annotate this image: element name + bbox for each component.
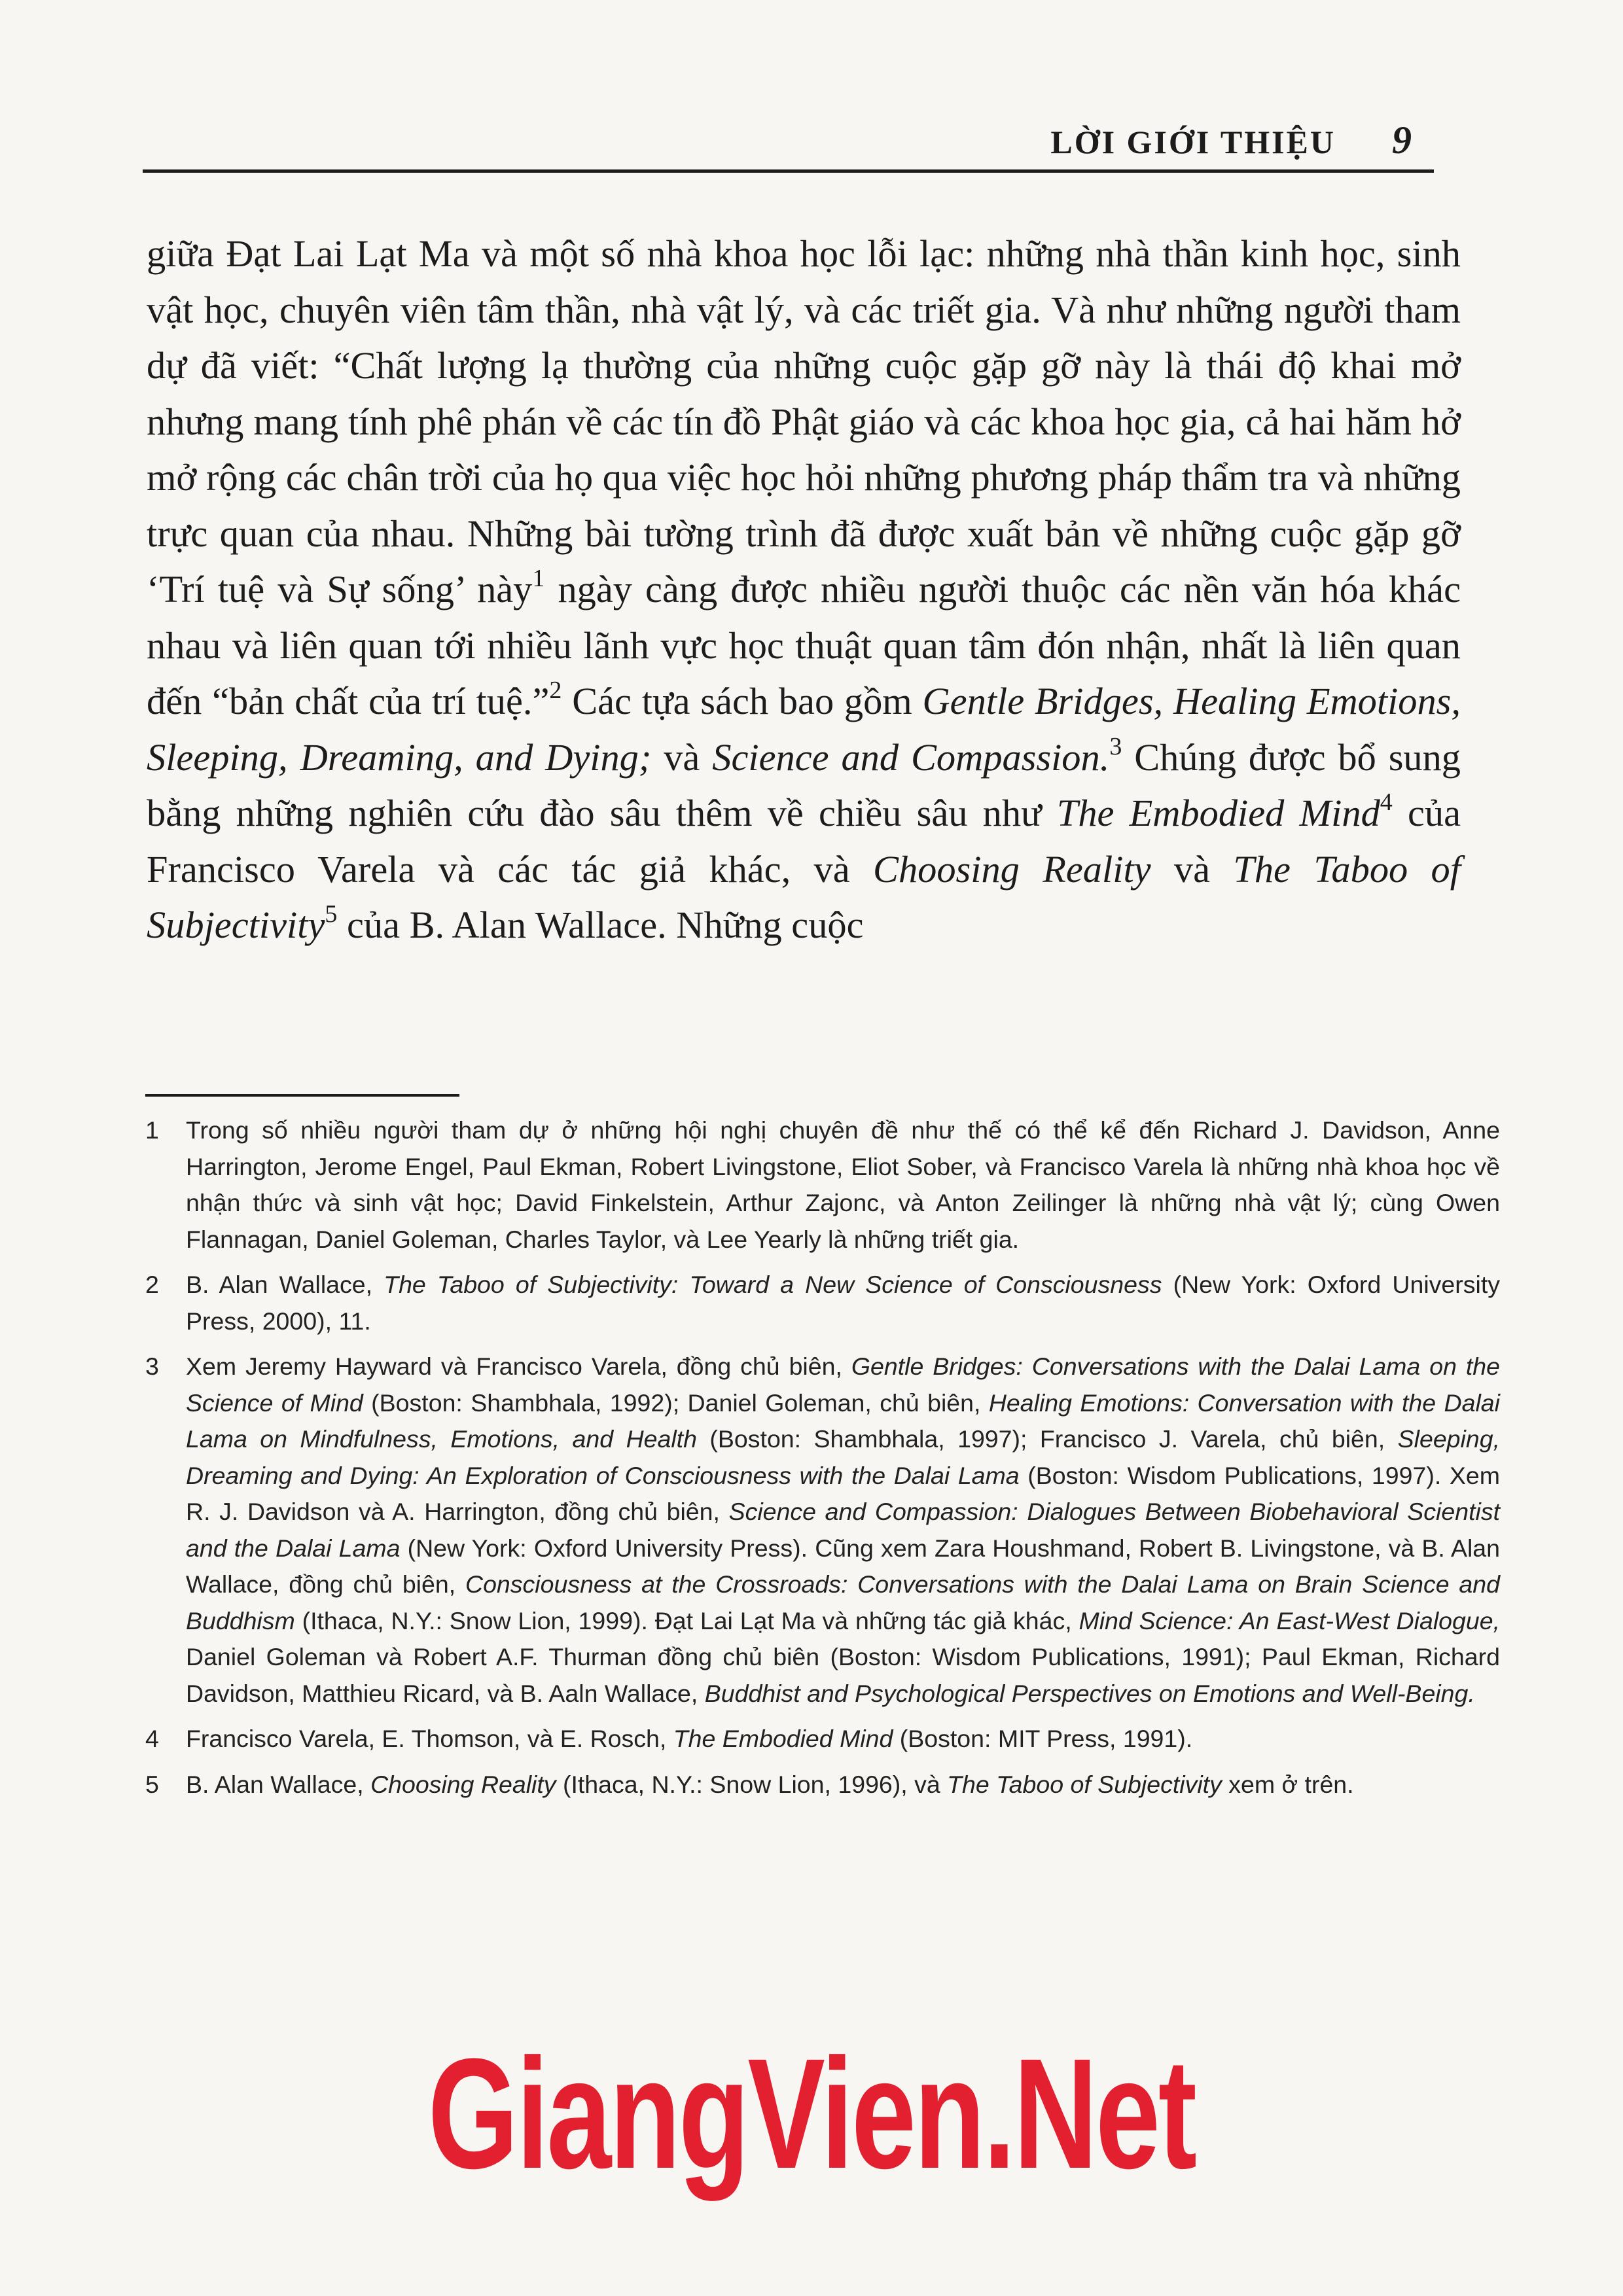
body-italic-title: Choosing Reality — [873, 847, 1151, 891]
footnote-italic-title: The Embodied Mind — [673, 1725, 893, 1752]
page-number: 9 — [1392, 118, 1412, 162]
body-footnote-ref: 2 — [549, 677, 562, 704]
footnote-text: (Boston: MIT Press, 1991). — [893, 1725, 1193, 1752]
body-italic-title: Science and Compassion. — [712, 735, 1110, 779]
footnote-text: B. Alan Wallace, — [186, 1271, 384, 1298]
footnote-separator — [145, 1094, 459, 1097]
body-italic-title: The Embodied Mind — [1056, 792, 1380, 834]
footnote-text: (Boston: Shambhala, 1997); Francisco J. Varela, chủ biên, — [696, 1425, 1398, 1453]
body-text: của Francisco Varela và các tác giả khác, và — [147, 792, 1461, 891]
footnote-text: Xem Jeremy Hayward và Francisco Varela, đồng chủ biên, — [186, 1352, 851, 1380]
body-text: của B. Alan Wallace. Những cuộc — [337, 904, 864, 946]
body-text: Các tựa sách bao gồm — [562, 680, 923, 722]
footnote-number: 2 — [145, 1271, 159, 1298]
footnote-2 — [145, 1267, 1500, 1339]
footnote-text: B. Alan Wallace, — [186, 1770, 371, 1798]
footnotes — [145, 1112, 1500, 1812]
page-header — [143, 110, 1434, 173]
footnote-number: 3 — [145, 1352, 159, 1380]
running-head: LỜI GIỚI THIỆU — [1050, 124, 1336, 160]
footnote-italic-title: Sleeping, Dreaming and Dying: An Exploration of Consciousness with the Dalai Lama — [186, 1425, 1500, 1489]
body-footnote-ref: 3 — [1109, 732, 1122, 760]
body-footnote-ref: 1 — [532, 565, 545, 592]
footnote-italic-title: Mind Science: An East-West Dialogue, — [1079, 1606, 1500, 1634]
body-text: ngày càng được nhiều người thuộc các nền văn hóa khác nhau và liên quan tới nhiều lãnh vực học thuật quan tâm đón nhận, nhất là liên quan đến “bản chất của trí tuệ.” — [147, 568, 1461, 722]
body-text: và — [651, 735, 713, 779]
footnote-text: Francisco Varela, E. Thomson, và E. Rosch, — [186, 1725, 673, 1752]
footnote-number: 1 — [145, 1116, 159, 1144]
footnote-text: Trong số nhiều người tham dự ở những hội nghị chuyên đề như thế có thể kể đến Richard J. Davidson, Anne Harrington, Jerome Engel, Paul Ekman, Robert Livingstone, Eliot Sober, và Francisco Varela là những nhà khoa học về nhận thức và sinh vật học; David Finkelstein, Arthur Zajonc, và Anton Zeilinger là những nhà vật lý; cùng Owen Flannagan, Daniel Goleman, Charles Taylor, và Lee Yearly là những triết gia. — [186, 1116, 1500, 1253]
footnote-italic-title: Consciousness at the Crossroads: Conversations with the Dalai Lama on Brain Science and Buddhism — [186, 1570, 1500, 1634]
footnote-number: 4 — [145, 1725, 159, 1752]
body-text: và — [1150, 847, 1234, 891]
footnote-text: (Ithaca, N.Y.: Snow Lion, 1996), và — [556, 1770, 948, 1798]
footnote-italic-title: The Taboo of Subjectivity — [947, 1770, 1222, 1798]
footnote-4 — [145, 1721, 1500, 1757]
footnote-3 — [145, 1349, 1500, 1712]
footnote-5 — [145, 1767, 1500, 1803]
body-italic-title: Gentle Bridges, Healing Emotions, Sleeping, Dreaming, and Dying; — [147, 680, 1461, 779]
body-footnote-ref: 5 — [325, 900, 338, 928]
footnote-text: (New York: Oxford University Press). Cũng xem Zara Houshmand, Robert B. Livingstone, và B. Alan Wallace, đồng chủ biên, — [186, 1534, 1500, 1598]
footnote-text: (New York: Oxford University Press, 2000), 11. — [186, 1271, 1500, 1335]
footnote-number: 5 — [145, 1770, 159, 1798]
body-paragraph — [147, 226, 1461, 953]
footnote-text: (Boston: Shambhala, 1992); Daniel Goleman, chủ biên, — [363, 1388, 989, 1417]
watermark-logo: GiangVien.Net — [427, 2026, 1196, 2201]
footnote-text: xem ở trên. — [1221, 1770, 1354, 1798]
footnote-text: (Ithaca, N.Y.: Snow Lion, 1999). Đạt Lai Lạt Ma và những tác giả khác, — [294, 1606, 1079, 1634]
body-italic-title: The Taboo of Subjectivity — [147, 847, 1461, 946]
footnote-italic-title: Science and Compassion: Dialogues Between Biobehavioral Scientist and the Dalai Lama — [186, 1498, 1500, 1562]
footnote-text: Daniel Goleman và Robert A.F. Thurman đồng chủ biên (Boston: Wisdom Publications, 1991); Paul Ekman, Richard Davidson, Matthieu Ricard, và B. Aaln Wallace, — [186, 1643, 1500, 1707]
body-text: giữa Đạt Lai Lạt Ma và một số nhà khoa học lỗi lạc: những nhà thần kinh học, sinh vật học, chuyên viên tâm thần, nhà vật lý, và các triết gia. Và như những người tham dự đã viết: “Chất lượng lạ thường của những cuộc gặp gỡ này là thái độ khai mở nhưng mang tính phê phán về các tín đồ Phật giáo và các khoa học gia, cả hai hăm hở mở rộng các chân trời của họ qua việc học hỏi những phương pháp thẩm tra và những trực quan của nhau. Những bài tường trình đã được xuất bản về những cuộc gặp gỡ ‘Trí tuệ và Sự sống’ này — [147, 232, 1461, 610]
footnote-italic-title: Choosing Reality — [370, 1770, 556, 1798]
footnote-italic-title: The Taboo of Subjectivity: Toward a New Science of Consciousness — [383, 1271, 1162, 1298]
footnote-text: (Boston: Wisdom Publications, 1997). Xem R. J. Davidson và A. Harrington, đồng chủ biên, — [186, 1461, 1500, 1525]
footnote-1 — [145, 1112, 1500, 1258]
footnote-italic-title: Gentle Bridges: Conversations with the Dalai Lama on the Science of Mind — [186, 1352, 1500, 1417]
header-rule — [143, 169, 1434, 173]
footnote-italic-title: Healing Emotions: Conversation with the Dalai Lama on Mindfulness, Emotions, and Health — [186, 1388, 1500, 1453]
body-footnote-ref: 4 — [1380, 788, 1393, 816]
body-text: Chúng được bổ sung bằng những nghiên cứu đào sâu thêm về chiều sâu như — [147, 735, 1461, 834]
footnote-italic-title: Buddhist and Psychological Perspectives on Emotions and Well-Being. — [704, 1679, 1475, 1707]
